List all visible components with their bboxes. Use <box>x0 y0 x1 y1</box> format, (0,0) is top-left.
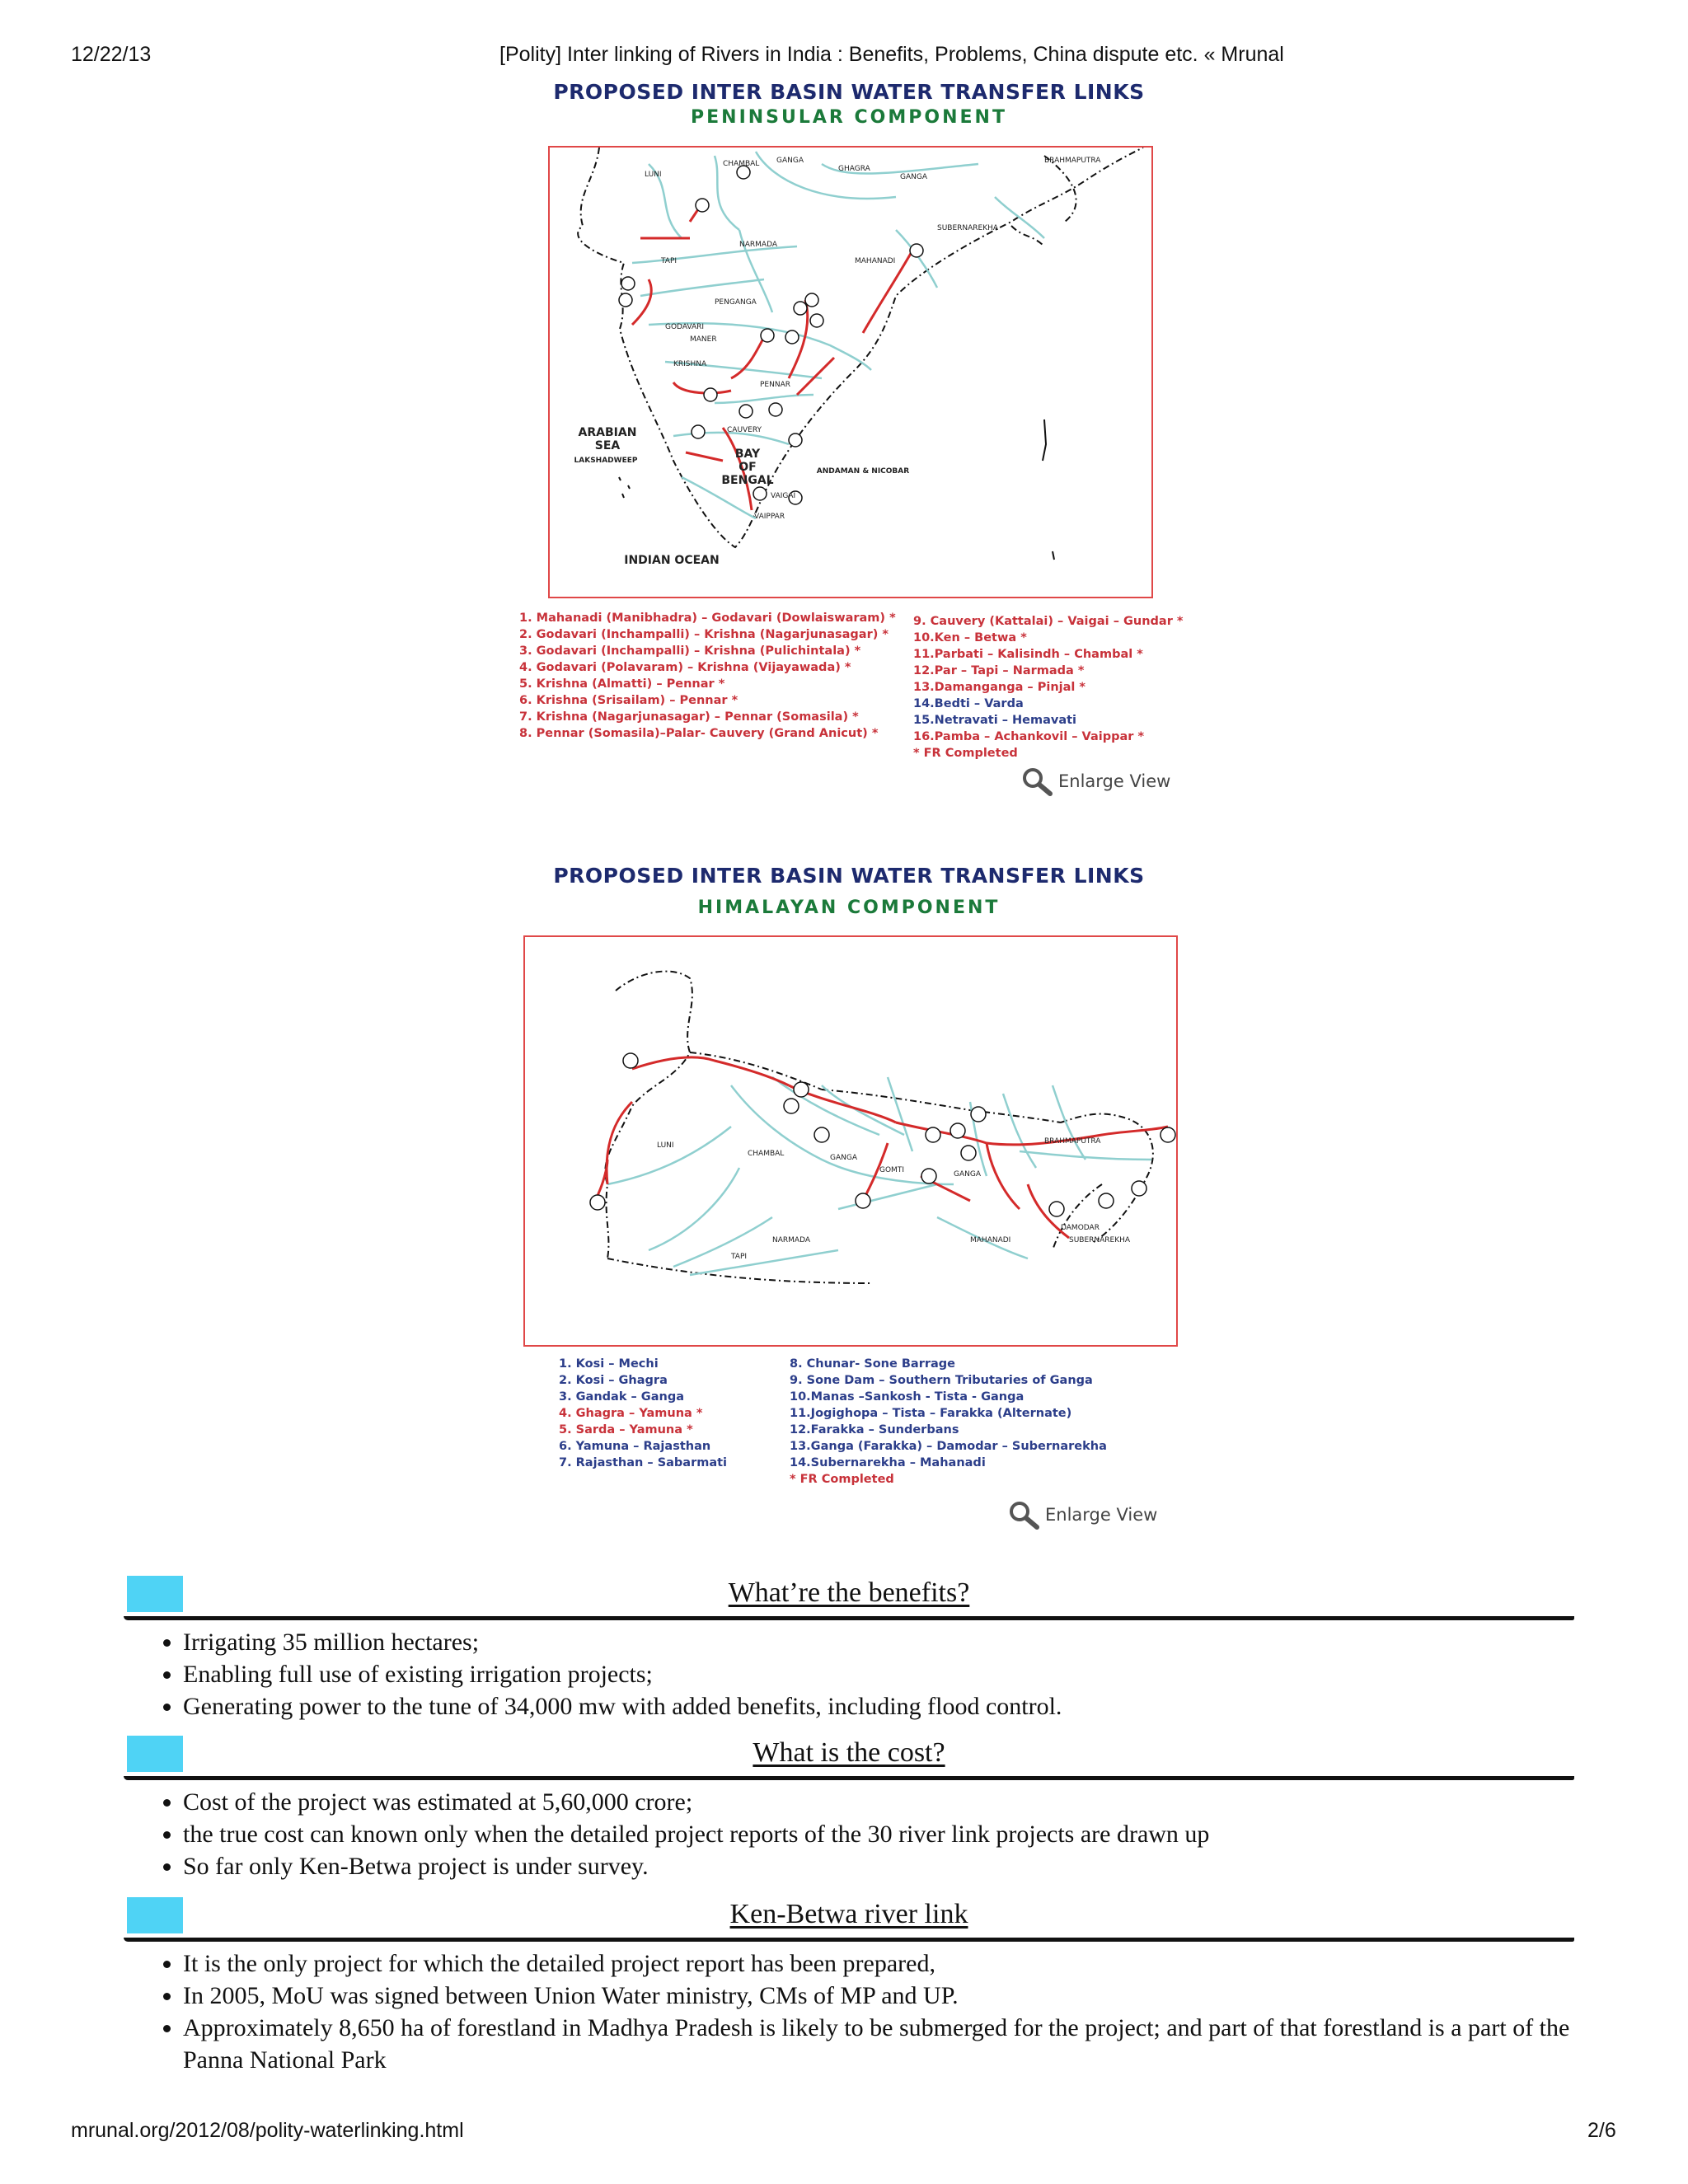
benefits-list <box>148 1626 1609 1722</box>
peninsular-enlarge-view-link[interactable] <box>1020 766 1170 796</box>
list-item: • It is the only project for which the detailed project report has been prepared, <box>183 1947 1609 1980</box>
magnifier-icon <box>1007 1500 1040 1530</box>
svg-text:ANDAMAN & NICOBAR: ANDAMAN & NICOBAR <box>816 467 910 476</box>
legend-item: 6. Yamuna – Rajasthan <box>559 1440 711 1453</box>
list-item: • Generating power to the tune of 34,000 mw with added benefits, including flood control. <box>183 1690 1609 1722</box>
svg-text:BRAHMAPUTRA: BRAHMAPUTRA <box>1044 1137 1101 1146</box>
peninsular-map <box>548 146 1153 598</box>
legend-item: 5. Sarda – Yamuna * <box>559 1423 693 1436</box>
svg-text:SEA: SEA <box>594 439 621 452</box>
svg-text:MAHANADI: MAHANADI <box>855 257 896 265</box>
section-header-ken-betwa <box>124 1897 1574 1942</box>
list-item: • Irrigating 35 million hectares; <box>183 1626 1609 1658</box>
print-date: 12/22/13 <box>71 43 152 66</box>
legend-item: * FR Completed <box>913 747 1018 760</box>
legend-item: 5. Krishna (Almatti) – Pennar * <box>519 677 725 691</box>
section-divider <box>124 1616 1574 1620</box>
svg-text:TAPI: TAPI <box>661 257 678 265</box>
svg-text:DAMODAR: DAMODAR <box>1061 1224 1100 1232</box>
peninsular-legend-left <box>519 610 896 742</box>
print-page-number: 2/6 <box>1587 2119 1616 2142</box>
legend-item: 6. Krishna (Srisailam) – Pennar * <box>519 694 738 707</box>
legend-item: 14.Subernarekha – Mahanadi <box>790 1456 986 1469</box>
svg-text:BENGAL: BENGAL <box>721 474 774 487</box>
himalayan-map-figure <box>511 857 1187 1537</box>
svg-text:TAPI: TAPI <box>731 1253 748 1261</box>
svg-text:GANGA: GANGA <box>830 1154 857 1162</box>
svg-text:LAKSHADWEEP: LAKSHADWEEP <box>574 457 638 465</box>
himalayan-map-title: PROPOSED INTER BASIN WATER TRANSFER LINKS <box>553 864 1145 888</box>
svg-text:GANGA: GANGA <box>776 157 804 165</box>
svg-text:PENGANGA: PENGANGA <box>715 298 757 307</box>
section-title-ken-betwa[interactable]: Ken-Betwa river link <box>729 1899 968 1929</box>
section-header-benefits <box>124 1576 1574 1620</box>
svg-text:KRISHNA: KRISHNA <box>673 360 707 368</box>
svg-text:GANGA: GANGA <box>954 1170 981 1179</box>
svg-text:VAIGAI: VAIGAI <box>771 492 796 500</box>
svg-text:GANGA: GANGA <box>900 173 927 181</box>
svg-text:GOMTI: GOMTI <box>879 1166 904 1174</box>
section-title-benefits[interactable]: What’re the benefits? <box>728 1577 970 1608</box>
enlarge-view-label: Enlarge View <box>1058 771 1171 791</box>
legend-item: 12.Farakka – Sunderbans <box>790 1423 959 1436</box>
legend-item: 15.Netravati – Hemavati <box>913 714 1077 727</box>
section-title-cost[interactable]: What is the cost? <box>753 1737 945 1768</box>
list-item: • So far only Ken-Betwa project is under survey. <box>183 1850 1609 1882</box>
himalayan-map-drawing <box>525 937 1176 1345</box>
legend-item: 11.Parbati – Kalisindh – Chambal * <box>913 648 1143 661</box>
legend-item: 13.Ganga (Farakka) – Damodar – Subernarekha <box>790 1440 1107 1453</box>
list-item: • Approximately 8,650 ha of forestland in Madhya Pradesh is likely to be submerged for the project; and part of that forestland is a part of the Panna National Park <box>183 2012 1609 2076</box>
legend-item: 9. Sone Dam – Southern Tributaries of Ganga <box>790 1374 1093 1387</box>
himalayan-map-subtitle: HIMALAYAN COMPONENT <box>697 898 1001 918</box>
svg-text:GHAGRA: GHAGRA <box>838 165 870 173</box>
legend-item: 12.Par – Tapi – Narmada * <box>913 664 1085 677</box>
svg-text:VAIPPAR: VAIPPAR <box>754 513 785 521</box>
svg-text:MAHANADI: MAHANADI <box>970 1236 1011 1244</box>
legend-item: 3. Gandak – Ganga <box>559 1390 684 1404</box>
svg-text:GODAVARI: GODAVARI <box>665 323 705 331</box>
legend-item: 8. Chunar- Sone Barrage <box>790 1357 956 1371</box>
peninsular-map-subtitle: PENINSULAR COMPONENT <box>691 107 1007 128</box>
legend-item: 8. Pennar (Somasila)–Palar- Cauvery (Grand Anicut) * <box>519 727 879 740</box>
legend-item: 7. Krishna (Nagarjunasagar) – Pennar (Somasila) * <box>519 710 859 724</box>
svg-text:INDIAN OCEAN: INDIAN OCEAN <box>624 554 720 567</box>
svg-text:LUNI: LUNI <box>657 1141 674 1150</box>
svg-text:SUBERNAREKHA: SUBERNAREKHA <box>1069 1236 1131 1244</box>
legend-item: 4. Ghagra – Yamuna * <box>559 1407 703 1420</box>
svg-text:OF: OF <box>738 461 757 474</box>
peninsular-legend-right <box>913 613 1183 762</box>
peninsular-map-drawing <box>550 148 1151 597</box>
legend-item: 11.Jogighopa – Tista – Farakka (Alternate) <box>790 1407 1072 1420</box>
himalayan-legend-left <box>559 1356 727 1471</box>
svg-text:MANER: MANER <box>690 335 717 344</box>
legend-item: 10.Ken – Betwa * <box>913 631 1027 644</box>
svg-text:CAUVERY: CAUVERY <box>727 426 762 434</box>
legend-item: 10.Manas –Sankosh - Tista - Ganga <box>790 1390 1025 1404</box>
print-page-title: [Polity] Inter linking of Rivers in India : Benefits, Problems, China dispute etc. « Mrunal <box>499 43 1284 66</box>
himalayan-map <box>523 935 1178 1347</box>
cost-list <box>148 1786 1609 1882</box>
svg-text:PENNAR: PENNAR <box>760 381 790 389</box>
svg-text:CHAMBAL: CHAMBAL <box>748 1150 785 1158</box>
list-item: • In 2005, MoU was signed between Union Water ministry, CMs of MP and UP. <box>183 1980 1609 2012</box>
list-item: • Cost of the project was estimated at 5,60,000 crore; <box>183 1786 1609 1818</box>
legend-item: 13.Damanganga – Pinjal * <box>913 681 1085 694</box>
svg-text:NARMADA: NARMADA <box>739 241 777 249</box>
section-divider <box>124 1938 1574 1942</box>
section-header-cost <box>124 1736 1574 1780</box>
svg-text:BRAHMAPUTRA: BRAHMAPUTRA <box>1044 157 1101 165</box>
legend-item: 16.Pamba – Achankovil – Vaippar * <box>913 730 1145 743</box>
svg-text:CHAMBAL: CHAMBAL <box>723 160 760 168</box>
legend-item: 2. Godavari (Inchampalli) – Krishna (Nagarjunasagar) * <box>519 628 889 641</box>
magnifier-icon <box>1020 766 1053 796</box>
peninsular-map-title: PROPOSED INTER BASIN WATER TRANSFER LINKS <box>553 80 1145 104</box>
himalayan-legend-right <box>790 1356 1107 1488</box>
legend-item: 3. Godavari (Inchampalli) – Krishna (Pulichintala) * <box>519 644 861 658</box>
legend-item: 14.Bedti – Varda <box>913 697 1024 710</box>
peninsular-map-figure <box>511 76 1187 801</box>
svg-text:LUNI: LUNI <box>645 171 662 179</box>
legend-item: * FR Completed <box>790 1473 894 1486</box>
list-item: • Enabling full use of existing irrigation projects; <box>183 1658 1609 1690</box>
svg-text:NARMADA: NARMADA <box>772 1236 810 1244</box>
ken-betwa-list <box>148 1947 1609 2076</box>
enlarge-view-label: Enlarge View <box>1045 1505 1158 1525</box>
legend-item: 9. Cauvery (Kattalai) – Vaigai – Gundar * <box>913 615 1184 628</box>
himalayan-enlarge-view-link[interactable] <box>1007 1500 1157 1530</box>
legend-item: 4. Godavari (Polavaram) – Krishna (Vijayawada) * <box>519 661 851 674</box>
svg-text:ARABIAN: ARABIAN <box>578 426 637 439</box>
svg-text:SUBERNAREKHA: SUBERNAREKHA <box>937 224 999 232</box>
legend-item: 1. Mahanadi (Manibhadra) – Godavari (Dowlaiswaram) * <box>519 612 896 625</box>
legend-item: 2. Kosi – Ghagra <box>559 1374 668 1387</box>
list-item: • the true cost can known only when the detailed project reports of the 30 river link projects are drawn up <box>183 1818 1609 1850</box>
legend-item: 1. Kosi – Mechi <box>559 1357 659 1371</box>
section-divider <box>124 1776 1574 1780</box>
svg-text:BAY: BAY <box>734 448 761 461</box>
print-url: mrunal.org/2012/08/polity-waterlinking.html <box>71 2119 464 2142</box>
legend-item: 7. Rajasthan – Sabarmati <box>559 1456 728 1469</box>
